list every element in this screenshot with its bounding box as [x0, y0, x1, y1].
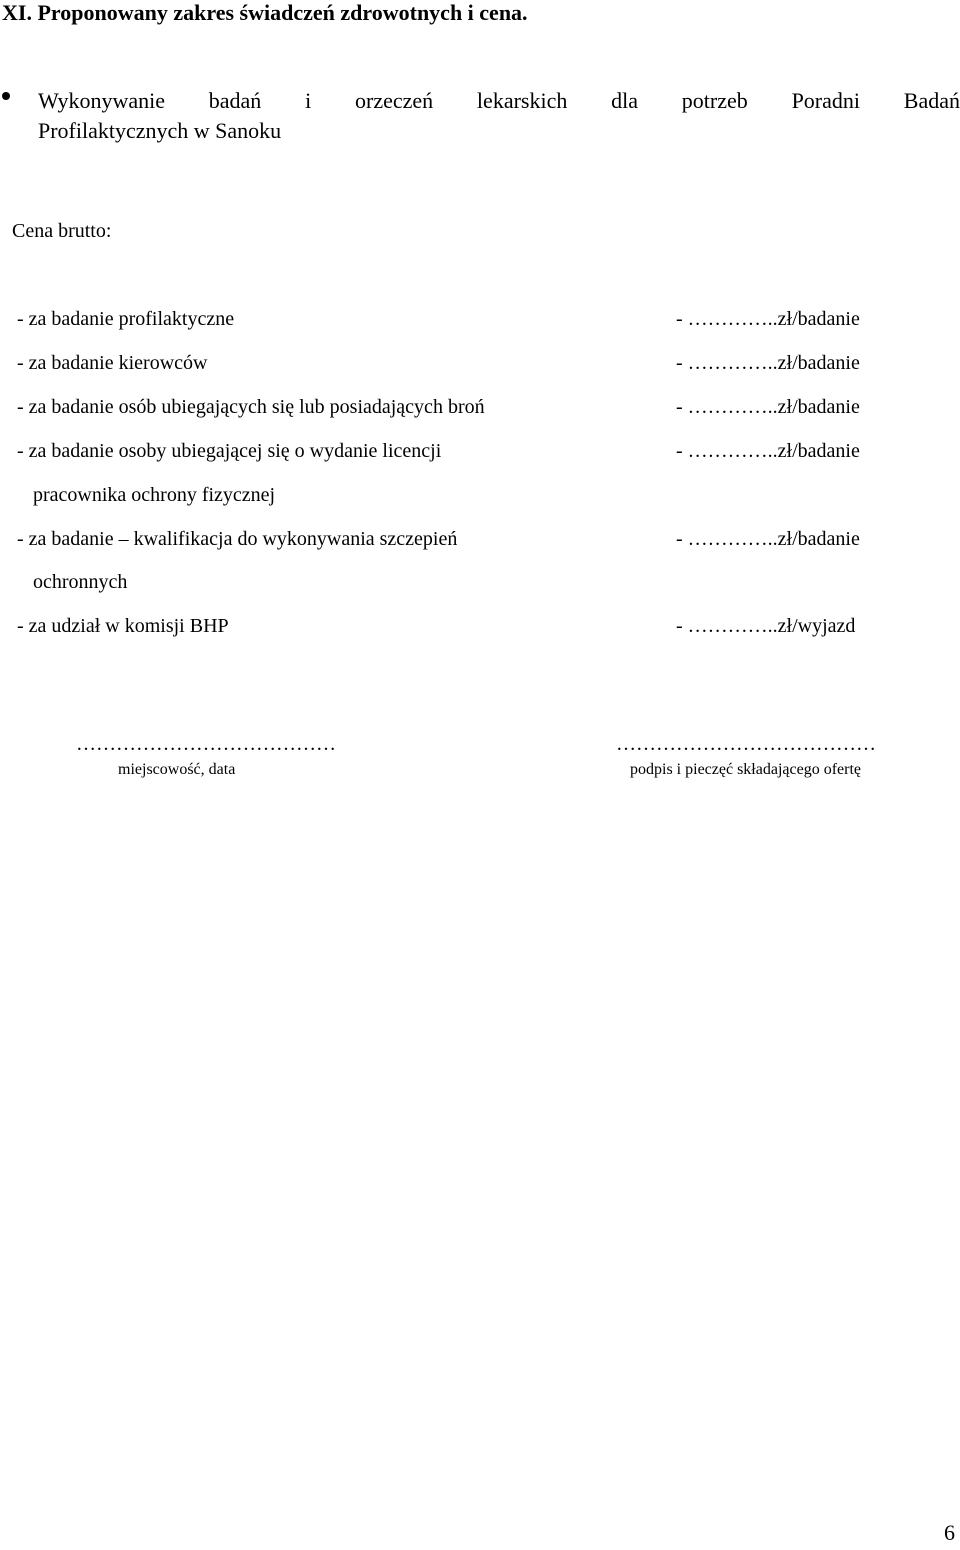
place-date-caption: miejscowość, data [118, 761, 236, 778]
price-row-label: - za badanie osoby ubiegającej się o wydanie licencji [17, 440, 442, 462]
price-row-value: - …………..zł/wyjazd [676, 615, 856, 637]
price-row-label: - za badanie profilaktyczne [17, 308, 235, 330]
price-row-value: - …………..zł/badanie [676, 440, 860, 462]
price-row-value: - …………..zł/badanie [676, 352, 860, 374]
price-row-label: - za udział w komisji BHP [17, 615, 229, 637]
service-line-2: Profilaktycznych w Sanoku [38, 118, 282, 143]
price-label: Cena brutto: [12, 220, 112, 242]
price-row-value: - …………..zł/badanie [676, 528, 860, 550]
price-row-continuation: ochronnych [33, 571, 128, 593]
service-description [38, 86, 960, 146]
price-row-value: - …………..zł/badanie [676, 308, 860, 330]
bullet-icon [2, 92, 10, 100]
price-row-value: - …………..zł/badanie [676, 396, 860, 418]
price-row-label: - za badanie kierowców [17, 352, 208, 374]
price-row-continuation: pracownika ochrony fizycznej [33, 484, 276, 506]
signature-caption: podpis i pieczęć składającego ofertę [630, 761, 861, 778]
section-title: XI. Proponowany zakres świadczeń zdrowotnych i cena. [2, 0, 528, 25]
place-date-line: ………………………………… [76, 733, 336, 755]
price-row-label: - za badanie – kwalifikacja do wykonywania szczepień [17, 528, 458, 550]
service-line-1: Wykonywanie badań i orzeczeń lekarskich dla potrzeb Poradni Badań [38, 88, 960, 113]
page-number: 6 [944, 1520, 955, 1545]
signature-line: ………………………………… [616, 733, 876, 755]
price-row-label: - za badanie osób ubiegających się lub posiadających broń [17, 396, 485, 418]
